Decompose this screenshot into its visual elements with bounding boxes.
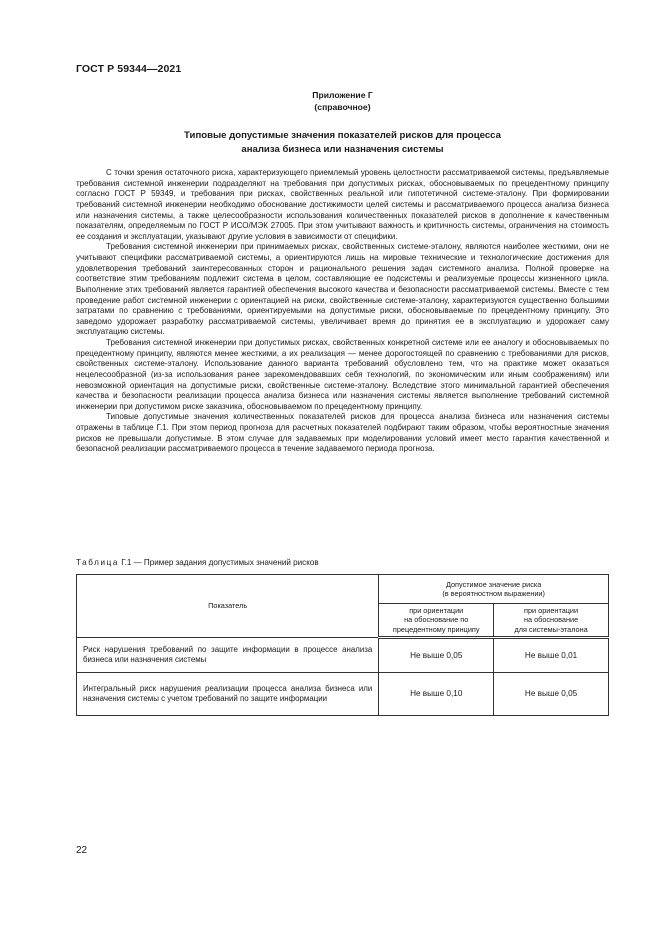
table-caption-label: Таблица	[76, 558, 119, 567]
header-allowed-value-line-1: Допустимое значение риска	[445, 579, 542, 589]
row-indicator: Интегральный риск нарушения реализации процесса анализа бизнеса или назначения системы с учетом требований по защите информации	[77, 673, 379, 716]
header-allowed-value	[379, 575, 609, 604]
paragraph: Требования системной инженерии при принимаемых рисках, свойственных системе-эталону, являются наиболее жесткими, они не учитывают специфики рассматриваемой системы, а ориентируются лишь на мировые технические и технологические достижения для удовлетворения требований заинтересованных сторон и рационального решения задач системного анализа. Полной проверке на соответствие этим требованиям подлежит система в целом, составляющие ее подсистемы и реализуемые процессы жизненного цикла. Выполнение этих требований является гарантией обеспечения высокого качества и безопасности рассматриваемой системы. Вместе с тем проведение работ системной инженерии с ориентацией на риски, свойственные системе-эталону, характеризуются существенно большими затратами по сравнению с требованиями, ориентируемыми на допустимые риски, обосновываемые по прецедентному принципу. Это заведомо удорожает разработку рассматриваемой системы, увеличивает время до принятия ее в эксплуатацию и удорожает саму эксплуатацию системы.	[76, 242, 609, 337]
header-reference-line-2: на обоснование	[523, 615, 579, 625]
table-row	[77, 638, 609, 673]
heading-line-1: Типовые допустимые значения показателей рисков для процесса	[184, 130, 501, 141]
appendix-subtitle: (справочное)	[314, 102, 371, 112]
table-row	[77, 673, 609, 716]
row-value-precedent: Не выше 0,05	[379, 638, 494, 673]
section-heading	[76, 129, 609, 156]
header-precedent	[379, 604, 494, 638]
table-header-row	[77, 575, 609, 604]
paragraph: Требования системной инженерии при допустимых рисках, свойственных конкретной системе или ее аналогу и обосновываемых по прецедентному принципу, являются менее жесткими, а их реализация — менее дорогостоящей по сравнению с требованиями для рисков, свойственных системе-эталону. Использование данного варианта требований обусловлено тем, что на практике может оказаться нецелесообразной (из-за использования ранее зарекомендовавших себя технологий, по экономическим или иным соображениям) или невозможной ориентация на допустимые риски, свойственные системе-эталону. Вследствие этого минимальной гарантией обеспечения качества и безопасности реализации процесса анализа бизнеса или назначения системы является выполнение требований системной инженерии при допустимом риске заказчика, обосновываемом по прецедентному принципу.	[76, 338, 609, 411]
appendix-title: Приложение Г	[312, 90, 373, 100]
table-caption-text: Г.1 — Пример задания допустимых значений рисков	[121, 558, 319, 567]
header-precedent-line-3: прецедентному принципу	[392, 624, 480, 634]
page-number: 22	[76, 845, 88, 856]
table-caption	[76, 558, 319, 567]
header-reference	[494, 604, 609, 638]
paragraph: С точки зрения остаточного риска, характеризующего приемлемый уровень целостности рассматриваемой системы, предъявляемые требования системной инженерии подразделяют на требования при допустимых рисках, обосновываемых по прецедентному принципу согласно ГОСТ Р 59349, и требования при рисках, свойственных реальной или гипотетичной системе-эталону. При формировании требований системной инженерии необходимо обоснование достижимости целей системы и рассматриваемого процесса анализа бизнеса или назначения системы, а также целесообразности использования количественных показателей рисков в дополнение к качественным показателям, определяемым по ГОСТ Р ИСО/МЭК 27005. При этом учитывают важность и критичность системы, ограничения на стоимость ее создания и эксплуатации, указывают другие условия в зависимости от специфики.	[76, 168, 609, 241]
header-reference-line-3: для системы-эталона	[514, 624, 588, 634]
row-value-precedent: Не выше 0,10	[379, 673, 494, 716]
appendix-header	[76, 89, 609, 113]
row-value-reference: Не выше 0,01	[494, 638, 609, 673]
header-indicator: Показатель	[77, 575, 379, 638]
header-reference-line-1: при ориентации	[524, 605, 579, 615]
heading-line-2: анализа бизнеса или назначения системы	[241, 143, 444, 155]
document-code: ГОСТ Р 59344—2021	[76, 63, 182, 75]
header-precedent-line-2: на обоснование по	[404, 615, 469, 625]
risk-values-table	[76, 574, 609, 716]
header-precedent-line-1: при ориентации	[409, 605, 464, 615]
row-indicator: Риск нарушения требований по защите информации в процессе анализа бизнеса или назначения системы	[77, 638, 379, 673]
paragraph: Типовые допустимые значения количественных показателей рисков для процесса анализа бизнеса или назначения системы отражены в таблице Г.1. При этом период прогноза для расчетных показателей подбирают таким образом, чтобы вероятностные значения рисков не превышали допустимые. В этом случае для задаваемых при моделировании условий имеет место гарантия качественной и безопасной реализации рассматриваемого процесса в течение задаваемого периода прогноза.	[76, 412, 609, 454]
header-allowed-value-line-2: (в вероятностном выражении)	[442, 589, 545, 598]
row-value-reference: Не выше 0,05	[494, 673, 609, 716]
body-text	[76, 168, 609, 455]
